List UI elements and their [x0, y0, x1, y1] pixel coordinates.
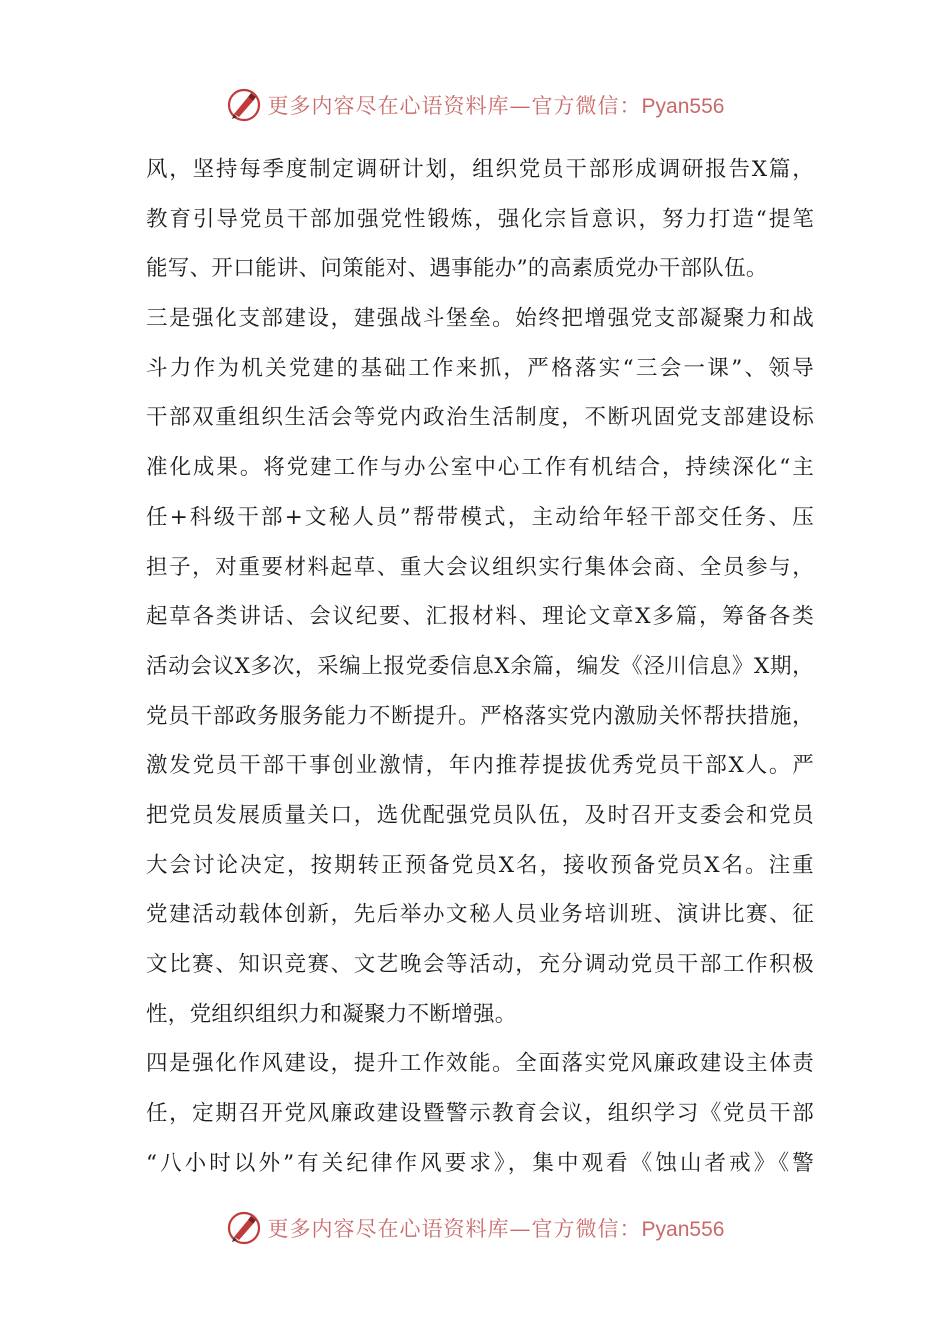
footer-banner-text: 更多内容尽在心语资料库—官方微信：Pyan556: [267, 1217, 725, 1241]
text-line: 起草各类讲话、会议纪要、汇报材料、理论文章Ⅹ多篇，筹备各类: [146, 604, 814, 630]
text-line: “八小时以外”有关纪律作风要求》，集中观看《蚀山者戒》《警: [146, 1150, 814, 1176]
text-line: 教育引导党员干部加强党性锻炼，强化宗旨意识，努力打造“提笔: [146, 206, 814, 232]
text-line: 党建活动载体创新，先后举办文秘人员业务培训班、演讲比赛、征: [146, 902, 814, 928]
text-line: 担子，对重要材料起草、重大会议组织实行集体会商、全员参与，: [146, 554, 814, 580]
text-line: 激发党员干部干事创业激情，年内推荐提拔优秀党员干部Ⅹ人。严: [146, 753, 814, 779]
text-line: 大会讨论决定，按期转正预备党员Ⅹ名，接收预备党员Ⅹ名。注重: [146, 852, 814, 878]
text-line: 斗力作为机关党建的基础工作来抓，严格落实“三会一课”、领导: [146, 355, 814, 381]
text-line: 干部双重组织生活会等党内政治生活制度，不断巩固党支部建设标: [146, 405, 814, 431]
header-banner: [0, 80, 950, 130]
document-body: [146, 145, 814, 1188]
text-line: 准化成果。将党建工作与办公室中心工作有机结合，持续深化“主: [146, 455, 814, 481]
text-line: 能写、开口能讲、问策能对、遇事能办”的高素质党办干部队伍。: [146, 256, 768, 282]
text-line: 任+科级干部+文秘人员”帮带模式，主动给年轻干部交任务、压: [146, 504, 814, 530]
pen-logo-icon: [226, 87, 262, 123]
text-line: 三是强化支部建设，建强战斗堡垒。始终把增强党支部凝聚力和战: [146, 306, 814, 332]
text-line: 把党员发展质量关口，选优配强党员队伍，及时召开支委会和党员: [146, 802, 814, 828]
text-line: 活动会议Ⅹ多次，采编上报党委信息Ⅹ余篇，编发《泾川信息》Ⅹ期，: [146, 653, 814, 679]
text-line: 四是强化作风建设，提升工作效能。全面落实党风廉政建设主体责: [146, 1051, 814, 1077]
text-line: 任，定期召开党风廉政建设暨警示教育会议，组织学习《党员干部: [146, 1101, 814, 1127]
header-banner-text: 更多内容尽在心语资料库—官方微信：Pyan556: [267, 94, 725, 118]
text-line: 性，党组织组织力和凝聚力不断增强。: [146, 1001, 517, 1027]
text-line: 风，坚持每季度制定调研计划，组织党员干部形成调研报告Ⅹ篇，: [146, 157, 814, 182]
pen-logo-icon: [226, 1210, 262, 1246]
text-line: 文比赛、知识竞赛、文艺晚会等活动，充分调动党员干部工作积极: [146, 952, 814, 977]
footer-banner: [0, 1203, 950, 1253]
text-line: 党员干部政务服务能力不断提升。严格落实党内激励关怀帮扶措施，: [146, 703, 814, 729]
